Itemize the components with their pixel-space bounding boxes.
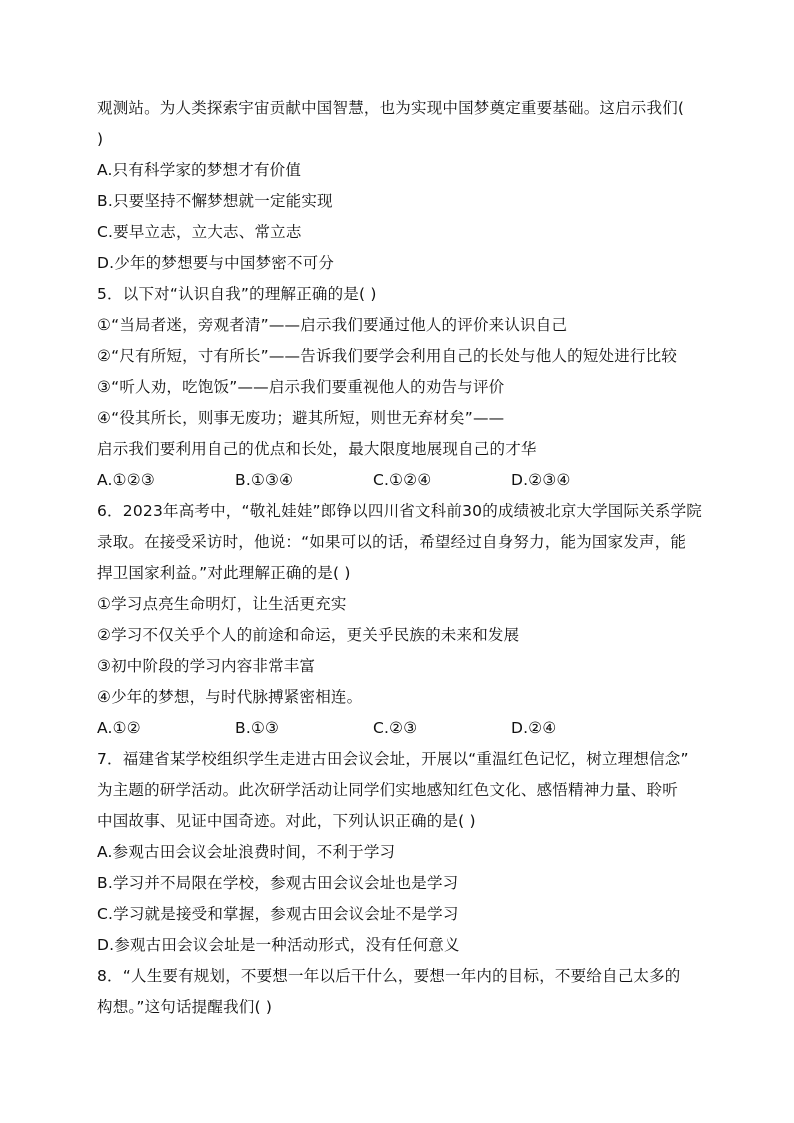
q4-option-c: C.要早立志，立大志、常立志 [97, 223, 302, 241]
q7-stem-line-3: 中国故事、见证中国奇迹。对此，下列认识正确的是( ) [97, 812, 476, 830]
q5-choice-d: D.②③④ [511, 471, 571, 489]
q6-stem-line-3: 捍卫国家利益。”对此理解正确的是( ) [97, 564, 351, 582]
q5-item-4-continued: 启示我们要利用自己的优点和长处，最大限度地展现自己的才华 [97, 440, 537, 458]
q5-item-3: ③“听人劝，吃饱饭”——启示我们要重视他人的劝告与评价 [97, 378, 505, 396]
q6-item-4: ④少年的梦想，与时代脉搏紧密相连。 [97, 688, 363, 706]
q5-stem: 5．以下对“认识自我”的理解正确的是( ) [97, 285, 377, 303]
q6-choice-d: D.②④ [511, 719, 557, 737]
q4-stem-line-2: ) [97, 130, 104, 148]
q6-stem-line-1: 6．2023年高考中，“敬礼娃娃”郎铮以四川省文科前30的成绩被北京大学国际关系学院 [97, 502, 702, 520]
q5-choice-a: A.①②③ [97, 471, 155, 489]
q4-option-a: A.只有科学家的梦想才有价值 [97, 161, 302, 179]
q5-choice-b: B.①③④ [235, 471, 294, 489]
q6-item-2: ②学习不仅关乎个人的前途和命运，更关乎民族的未来和发展 [97, 626, 520, 644]
q6-choice-b: B.①③ [235, 719, 280, 737]
q5-choices [97, 465, 702, 496]
q7-option-b: B.学习并不局限在学校，参观古田会议会址也是学习 [97, 874, 459, 892]
q5-choice-c: C.①②④ [373, 471, 432, 489]
q8-stem-line-1: 8．“人生要有规划，不要想一年以后干什么，要想一年内的目标，不要给自己太多的 [97, 967, 681, 985]
q6-choice-a: A.①② [97, 719, 141, 737]
q7-option-a: A.参观古田会议会址浪费时间，不利于学习 [97, 843, 396, 861]
q8-stem-line-2: 构想。”这句话提醒我们( ) [97, 998, 273, 1016]
q6-choices [97, 713, 702, 744]
q4-stem-line-1: 观测站。为人类探索宇宙贡献中国智慧，也为实现中国梦奠定重要基础。这启示我们( [97, 99, 685, 117]
q7-option-d: D.参观古田会议会址是一种活动形式，没有任何意义 [97, 936, 460, 954]
q5-item-2: ②“尺有所短，寸有所长”——告诉我们要学会利用自己的长处与他人的短处进行比较 [97, 347, 678, 365]
q6-stem-line-2: 录取。在接受采访时，他说：“如果可以的话，希望经过自身努力，能为国家发声，能 [97, 533, 687, 551]
q7-stem-line-2: 为主题的研学活动。此次研学活动让同学们实地感知红色文化、感悟精神力量、聆听 [97, 781, 678, 799]
q6-item-1: ①学习点亮生命明灯，让生活更充实 [97, 595, 347, 613]
q7-option-c: C.学习就是接受和掌握，参观古田会议会址不是学习 [97, 905, 459, 923]
q5-item-4: ④“役其所长，则事无废功；避其所短，则世无弃材矣”—— [97, 409, 505, 427]
q6-item-3: ③初中阶段的学习内容非常丰富 [97, 657, 316, 675]
q4-option-b: B.只要坚持不懈梦想就一定能实现 [97, 192, 333, 210]
q7-stem-line-1: 7．福建省某学校组织学生走进古田会议会址，开展以“重温红色记忆，树立理想信念” [97, 750, 689, 768]
question-content [97, 93, 702, 1023]
q4-option-d: D.少年的梦想要与中国梦密不可分 [97, 254, 335, 272]
q6-choice-c: C.②③ [373, 719, 418, 737]
q5-item-1: ①“当局者迷，旁观者清”——启示我们要通过他人的评价来认识自己 [97, 316, 568, 334]
